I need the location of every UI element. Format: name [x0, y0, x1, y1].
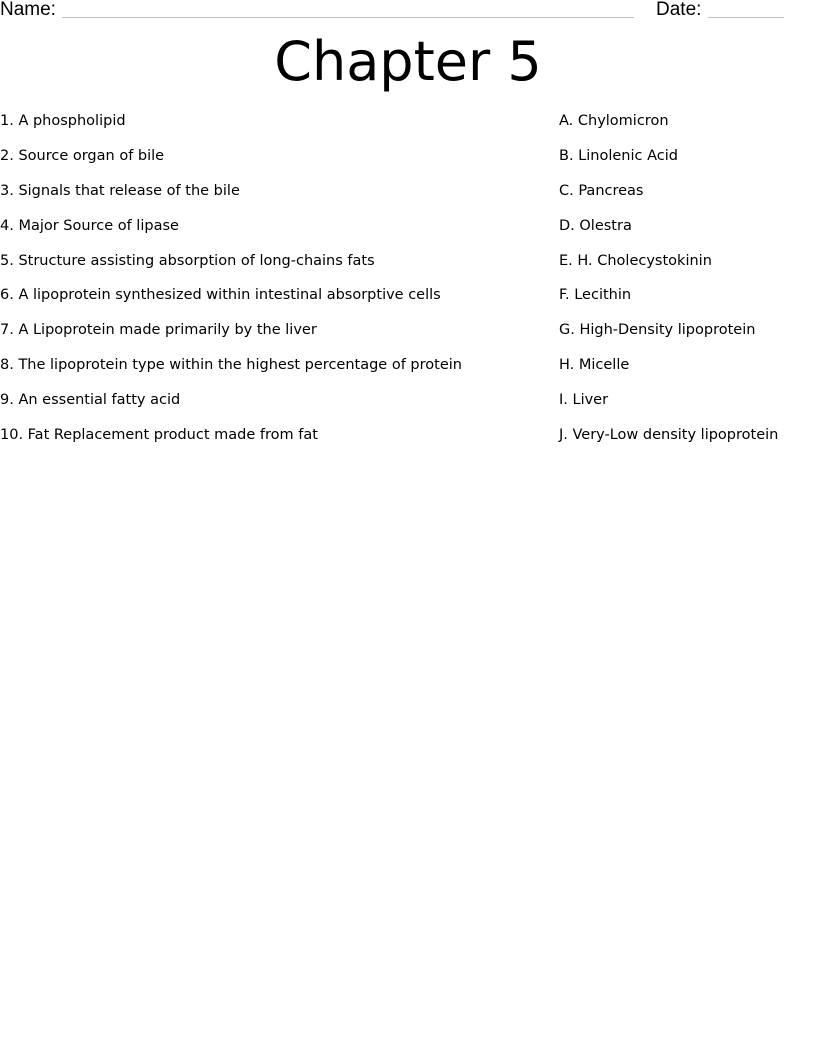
date-field-line[interactable] [708, 17, 784, 18]
answer-item: I. Liver [559, 392, 609, 409]
question-item: 10. Fat Replacement product made from fat [0, 427, 318, 444]
question-item: 9. An essential fatty acid [0, 392, 181, 409]
answer-item: H. Micelle [559, 357, 630, 374]
name-field-line[interactable] [62, 17, 634, 18]
question-item: 4. Major Source of lipase [0, 217, 179, 234]
name-label: Name: [0, 0, 56, 20]
question-item: 6. A lipoprotein synthesized within intestinal absorptive cells [0, 287, 441, 304]
question-item: 1. A phospholipid [0, 113, 126, 129]
date-label: Date: [656, 0, 702, 20]
worksheet-header [0, 0, 816, 24]
answers-list [559, 112, 816, 461]
answer-item: F. Lecithin [559, 287, 632, 304]
answer-item: B. Linolenic Acid [559, 147, 678, 164]
answer-item: A. Chylomicron [559, 113, 669, 129]
question-item: 8. The lipoprotein type within the highest percentage of protein [0, 357, 462, 374]
question-item: 2. Source organ of bile [0, 147, 165, 164]
answer-item: C. Pancreas [559, 182, 644, 199]
page-title: Chapter 5 [274, 30, 542, 93]
answer-item: D. Olestra [559, 217, 632, 234]
question-item: 5. Structure assisting absorption of long-chains fats [0, 252, 375, 269]
answer-item: J. Very-Low density lipoprotein [559, 427, 779, 444]
answer-item: E. H. Cholecystokinin [559, 252, 712, 269]
question-item: 7. A Lipoprotein made primarily by the liver [0, 322, 317, 339]
answer-item: G. High-Density lipoprotein [559, 322, 756, 339]
questions-list [0, 112, 540, 461]
question-item: 3. Signals that release of the bile [0, 182, 240, 199]
